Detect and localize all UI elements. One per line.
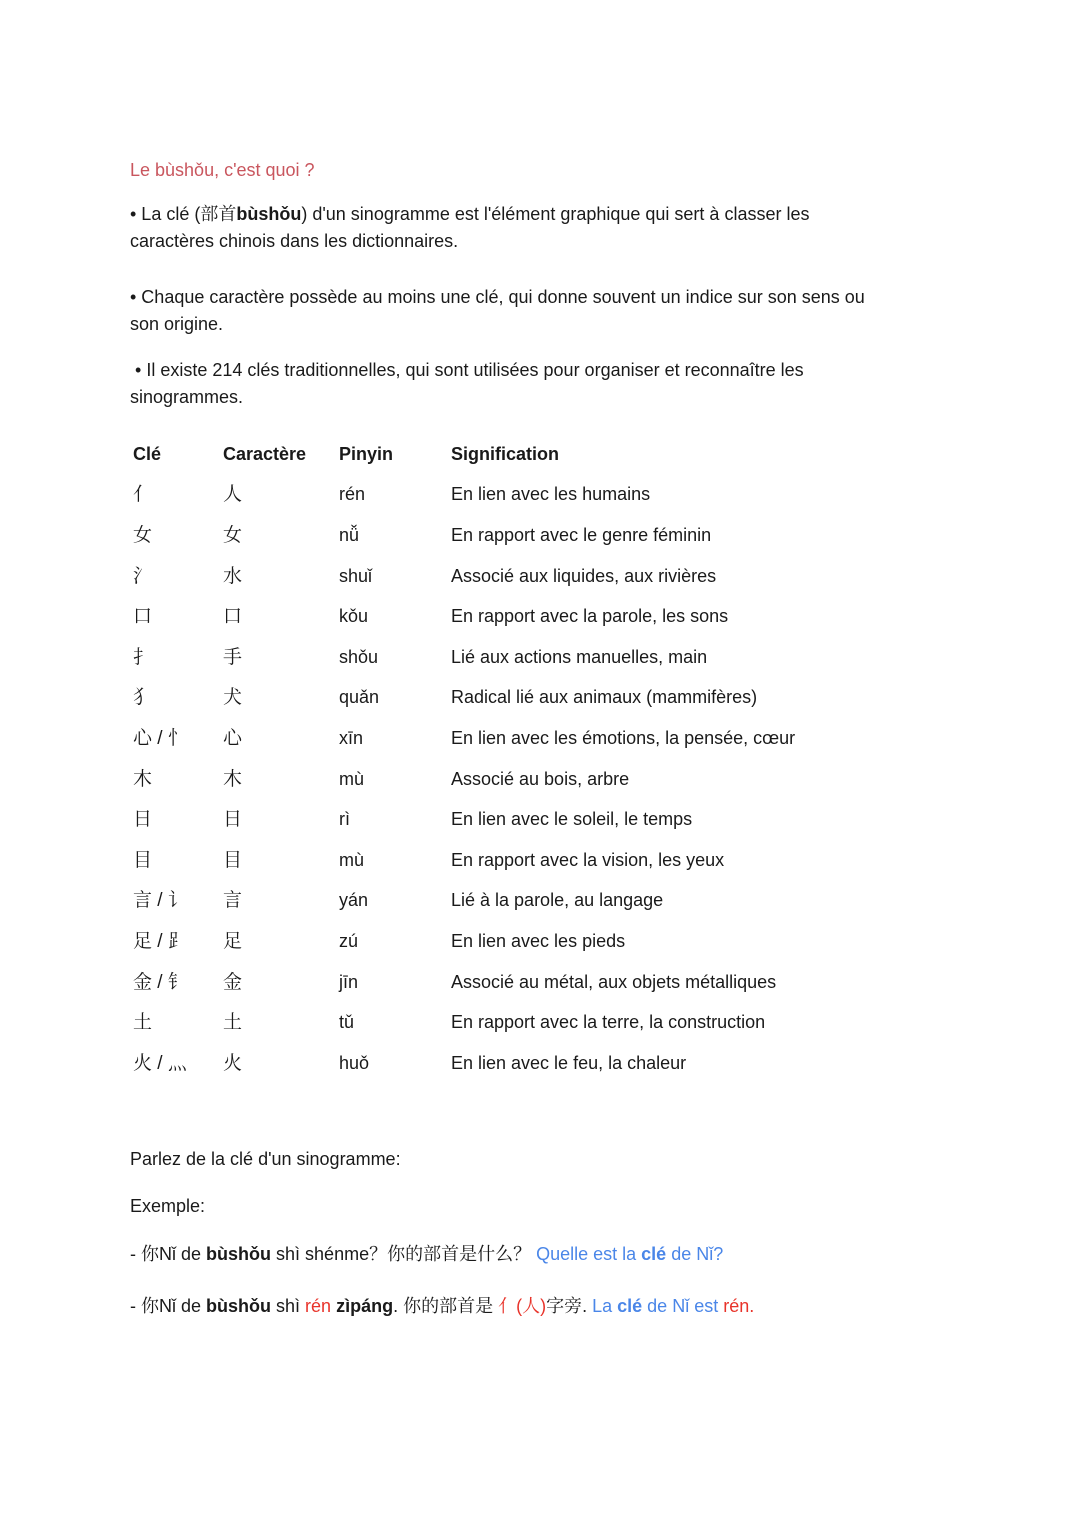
signification-cell: Lié aux actions manuelles, main <box>451 646 708 667</box>
table-row <box>133 921 960 962</box>
table-row <box>133 515 960 556</box>
table-row <box>133 1043 960 1084</box>
pinyin-cell: mù <box>339 849 365 870</box>
signification-cell: Lié à la parole, au langage <box>451 890 664 911</box>
pinyin-cell: shuǐ <box>339 565 373 586</box>
caractere-cell: 言 <box>223 890 243 912</box>
signification-cell: En rapport avec la parole, les sons <box>451 606 729 627</box>
caractere-cell: 金 <box>223 971 243 993</box>
cle-cell: 心 / 忄 <box>133 727 187 749</box>
pinyin-cell: xīn <box>339 727 364 748</box>
pinyin-cell: kǒu <box>339 606 369 627</box>
pinyin-cell: nǚ <box>339 524 360 545</box>
example-line-2: - 你Nǐ de bùshǒu shì rén zìpáng. 你的部首是 亻(人)字旁. La clé de Nǐ est rén. <box>130 1295 755 1316</box>
pinyin-cell: tǔ <box>339 1012 355 1033</box>
caractere-cell: 手 <box>223 646 243 668</box>
signification-cell: Associé au métal, aux objets métalliques <box>451 971 777 992</box>
intro-paragraph-3: • Il existe 214 clés traditionnelles, qui sont utilisées pour organiser et reconnaître les sinogrammes. <box>130 360 804 407</box>
pinyin-cell: quǎn <box>339 687 380 708</box>
radicals-table <box>133 434 960 1084</box>
cle-cell: 言 / 讠 <box>133 890 187 912</box>
caractere-cell: 土 <box>223 1012 243 1034</box>
pinyin-cell: jīn <box>339 971 359 992</box>
caractere-cell: 日 <box>223 809 243 831</box>
caractere-cell: 足 <box>223 930 243 952</box>
column-header-pinyin: Pinyin <box>339 443 394 464</box>
pinyin-cell: rì <box>339 809 350 830</box>
signification-cell: Associé au bois, arbre <box>451 768 630 789</box>
cle-cell: 土 <box>133 1012 153 1034</box>
table-row <box>133 962 960 1003</box>
example-label: Exemple: <box>130 1195 206 1216</box>
caractere-cell: 木 <box>223 768 243 790</box>
caractere-cell: 火 <box>223 1052 243 1074</box>
table-row <box>133 596 960 637</box>
column-header-caractere: Caractère <box>223 443 307 464</box>
signification-cell: En lien avec le feu, la chaleur <box>451 1052 687 1073</box>
example-line-1: - 你Nǐ de bùshǒu shì shénme？你的部首是什么？ Quelle est la clé de Nǐ? <box>130 1243 724 1264</box>
signification-cell: Associé aux liquides, aux rivières <box>451 565 717 586</box>
table-row <box>133 637 960 678</box>
page-title: Le bùshǒu, c'est quoi ? <box>130 160 315 180</box>
radicals-table-body <box>133 475 960 1084</box>
table-header-row <box>133 434 960 475</box>
cle-cell: 亻 <box>133 484 153 506</box>
table-row <box>133 799 960 840</box>
signification-cell: Radical lié aux animaux (mammifères) <box>451 687 758 708</box>
signification-cell: En rapport avec la vision, les yeux <box>451 849 725 870</box>
pinyin-cell: huǒ <box>339 1052 370 1073</box>
intro-paragraph-2: • Chaque caractère possède au moins une clé, qui donne souvent un indice sur son sens ou son origine. <box>130 287 865 334</box>
cle-cell: 目 <box>133 849 153 871</box>
cle-cell: 足 / ⻊ <box>133 930 187 952</box>
table-row <box>133 718 960 759</box>
cle-cell: 木 <box>133 768 153 790</box>
pinyin-cell: zú <box>339 930 359 951</box>
column-header-signification: Signification <box>451 443 559 464</box>
intro-paragraph-1: • La clé (部首bùshǒu) d'un sinogramme est l'élément graphique qui sert à classer les caractères chinois dans les dictionnaires. <box>130 204 810 251</box>
signification-cell: En rapport avec le genre féminin <box>451 524 712 545</box>
caractere-cell: 犬 <box>223 687 243 709</box>
cle-cell: 日 <box>133 809 153 831</box>
cle-cell: 犭 <box>133 687 153 709</box>
caractere-cell: 目 <box>223 849 243 871</box>
signification-cell: En rapport avec la terre, la construction <box>451 1012 766 1033</box>
signification-cell: En lien avec les émotions, la pensée, cœur <box>451 727 796 748</box>
table-row <box>133 556 960 597</box>
cle-cell: 女 <box>133 524 153 546</box>
caractere-cell: 人 <box>223 484 243 506</box>
pinyin-cell: yán <box>339 890 369 911</box>
table-row <box>133 840 960 881</box>
pinyin-cell: rén <box>339 484 366 505</box>
cle-cell: 氵 <box>133 565 153 587</box>
table-row <box>133 678 960 719</box>
pinyin-cell: shǒu <box>339 646 379 667</box>
column-header-cle: Clé <box>133 443 162 464</box>
cle-cell: 金 / 钅 <box>133 971 187 993</box>
table-row <box>133 759 960 800</box>
signification-cell: En lien avec les pieds <box>451 930 626 951</box>
table-row <box>133 1002 960 1043</box>
signification-cell: En lien avec le soleil, le temps <box>451 809 693 830</box>
cle-cell: 火 / 灬 <box>133 1052 187 1074</box>
cle-cell: 口 <box>133 606 153 628</box>
pinyin-cell: mù <box>339 768 365 789</box>
signification-cell: En lien avec les humains <box>451 484 651 505</box>
table-row <box>133 881 960 922</box>
caractere-cell: 口 <box>223 606 243 628</box>
caractere-cell: 心 <box>223 727 243 749</box>
table-row <box>133 475 960 516</box>
caractere-cell: 水 <box>223 565 243 587</box>
section-prompt: Parlez de la clé d'un sinogramme: <box>130 1148 401 1169</box>
caractere-cell: 女 <box>223 524 243 546</box>
cle-cell: 扌 <box>133 646 153 668</box>
